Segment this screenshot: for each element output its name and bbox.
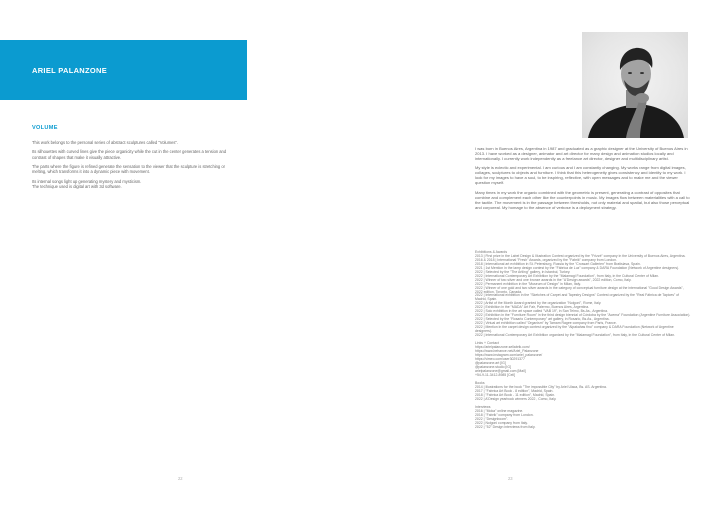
website-link[interactable]: https://arielpalanzone.sellabrik.com/ [475,345,530,350]
interviews-list [475,406,691,430]
books-list [475,382,691,402]
list-item: 2018 | International art exhibition in St. Petersburg, Russia by the "Crossart Gallerien" from Bratislava, Spain. [475,261,641,266]
artist-details [475,251,691,434]
list-item: 2018 | "Fabrik" company from London. [475,412,534,417]
list-item: 2022 | Winner of one gold and two silver awards in the category of conceptual furniture design at the international "Good Design Awards", 2022 edition, Toronto, Canada. [475,285,684,294]
list-item: 2022 | Artist of the Month Award granted by the organization "Nolgoni", Rome, Italy. [475,301,602,306]
artwork-description [32,140,232,193]
list-item: 2016 | "Moka" online magazine. [475,408,524,413]
list-item: 2022 | Selected by the "The Artling" gallery, in Istanbul, Turkey. [475,269,571,274]
section-title: VOLUME [32,125,58,131]
list-item: 2022 | International Contemporary Art Exhibition organized by the "Malamagi Foundation", from Italy, in the Cultural Center of Milan. [475,333,676,338]
phone-number: +54-9-11-3412-8985 [Cell] [475,372,515,377]
list-item: 2022 | Exhibition in the "Furniture Room" in the third design biennial of Córdoba by the "Acema" Foundation (Argentine Furniture Association). [475,313,691,318]
list-item: 2014 | Illustrations for the book "The impossible City" by Ariel Ulaca, Bs. AS. Argentina. [475,384,607,389]
links-contact [475,342,691,378]
description-paragraph: Its internal songs light up generating mystery and mysticism. The technique used is digital art with 3d software. [32,178,142,189]
author-title-band [0,40,247,100]
page-number: 23 [508,476,513,481]
list-item: 2022 | International exhibition in the "Sketches of Carpet and Tapestry Designs" Contest organized by the "Real Fábrica de Tapices" of Madrid, Spain. [475,293,679,302]
list-item: 2022 | International Contemporary Art Exhibition by the "Malamagi Foundation", from Italy, in the Cultural Center of Milan. [475,273,660,278]
list-item: 2022 | Virtual art exhibition called "Organism" by Tamam Ragee company from Paris, France. [475,321,617,326]
description-paragraph: Its silhouettes with curved lines give the piece organicity while the cut in the center generates a tension and contrast of shapes that make it visually attractive. [32,149,227,160]
email-link[interactable]: arielpalanzone@gmail.com [Mail] [475,368,526,373]
author-name: ARIEL PALANZONE [32,66,108,75]
bio-paragraph: I was born in Buenos Aires, Argentina in 1987 and graduated as a graphic designer at the University of Buenos Aires in 2013. I have worked as a designer, animator and art director for many design and animation studios locally and internationally. I currently work independently as a freelance art director, designer and multidisciplinary artist. [475,146,688,162]
page-number: 22 [178,476,183,481]
vimeo-link[interactable]: https://vimeo.com/user30291377 [475,356,525,361]
portrait-illustration [582,32,688,138]
list-item: 2022 | A'Design yearbook winners 2022 , Como, Italy. [475,396,557,401]
list-item: 2022 | "Designboom". [475,416,509,421]
list-item: 2022 | Exhibition in the "MADA" Art Fair, Palermo, Buenos Aires, Argentina. [475,305,590,310]
list-item: 2022 | "52" Design interviews from Italy. [475,424,536,429]
instagram-handle: @palanzone.art [IG] [475,360,506,365]
list-item: 2022 | Solo exhibition in the art space called "VAB 19", in San Telmo, Bs.As., Argentina. [475,309,608,314]
description-paragraph: The parts where the figure is refined generate the sensation to the viewer that the sculpture is stretching or melting, which transforms it into a dynamic piece with movement. [32,164,225,175]
behance-link[interactable]: https://www.behance.net/Ariel_Palanzone [475,349,539,354]
list-item: 2022 | Permanent exhibition in the "Museum of Design" in Milan, Italy. [475,281,581,286]
exhibitions-list [475,251,691,338]
list-item: 2021 | 1st Mention in the lamp design contest by the "Fábrica de Luz" company & DARA Foundation (Network of Argentine designers). [475,265,680,270]
list-item: 2022 | Mention in the carpet design contest organized by the "Alpakahas fino" company & DARA Foundation (Network of Argentine designers). [475,325,674,334]
books-heading: Books [475,380,485,385]
links-heading: Links + Contact [475,341,499,346]
list-item: 2018 | "Fabrica Art Book - 11 edition", Madrid, Spain. [475,392,556,397]
interviews-heading: Interviews [475,404,491,409]
instagram-handle: @palanzone.studio [IG] [475,364,511,369]
bio-paragraph: My style is eclectic and experimental. I am curious and I am constantly changing. My works range from digital images, collages, sculptures to objects and furniture. I think that this heterogeneity gives consistency and identity to my work. I look for my images to have a soul, to be inspiring, reflective, with open messages and to make me and the viewer question myself. [475,165,686,186]
bio-paragraph: Many times in my work the organic combined with the geometric is present, generating a contrast of opposites that combine and complement each other like the counterpoints in music. My images flow between materialities with a call to the tactile. The movement is in the passage between thresholds, not only material and spatial, but also those perceptual and corporeal. My homage to the absence of verbose is a deployment strategy. [475,189,690,210]
exhibitions-heading: Exhibitions & Awards [475,250,508,254]
list-item: 2022 | Selected by the "Rosario Contemporary" art gallery, in Rosario, Bs.As., Argentina. [475,317,610,322]
portrait-photo [582,32,688,138]
list-item: 2016 & 2018 | International "Fresh" Awards, organized by the "Fabrik" company from London. [475,257,617,262]
right-page [360,0,720,505]
instagram-link[interactable]: https://www.instagram.com/ariel_palanzone/ [475,353,543,358]
list-item: 2013 | First prize in the Label Design & Illustration Contest organized by the "Frizzé" company in the University of Buenos Aires, Argentina. [475,253,686,258]
description-paragraph: This work belongs to the personal series of abstract sculptures called "Volumes". [32,140,179,145]
list-item: 2022 | Nolgoni company from Italy. [475,420,528,425]
list-item: 2017 | "Fabrica Art Book - 8 edition", Madrid, Spain. [475,388,554,393]
list-item: 2022 | Winner of two silver and one bronze awards in the "A'Design awards", 2022 edition, Como, Italy. [475,277,632,282]
artist-bio [475,146,691,214]
